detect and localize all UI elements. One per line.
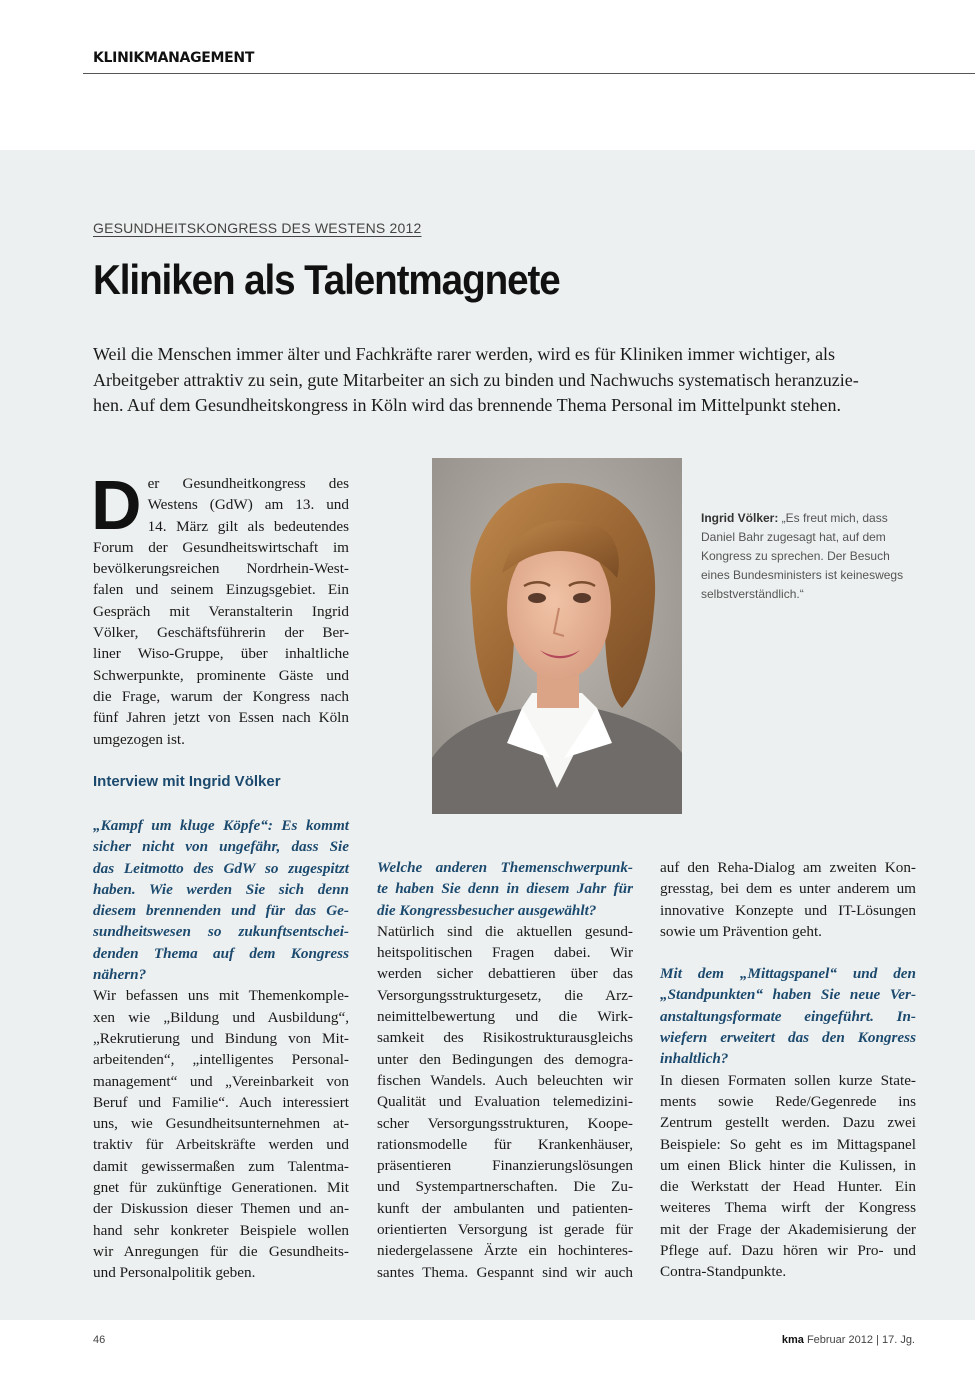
page-number: 46 <box>93 1334 106 1346</box>
drop-cap: D <box>91 466 142 544</box>
text-line: werden sicher debattieren über das <box>377 965 633 983</box>
text-line: liner Wiso-Gruppe, über inhaltliche <box>93 645 349 663</box>
interview-answer <box>93 985 349 1283</box>
text-line: Welche anderen Themenschwerpunk- <box>377 859 633 876</box>
text-line: diesem brennenden und für das Ge- <box>93 902 349 920</box>
text-line: Pflege auf. Dazu hören wir Pro- und <box>660 1242 916 1260</box>
text-line: gnet für zukünftige Generationen. Mit <box>93 1179 349 1197</box>
text-line: unter den Bedingungen des demogra- <box>377 1050 633 1068</box>
publication-info <box>782 1334 915 1346</box>
text-line: sowie um Prävention geht. <box>660 922 822 940</box>
text-line: falen und seinem Einzugsgebiet. Ein <box>93 581 349 599</box>
text-line: kunft der ambulanten und patienten- <box>377 1199 633 1217</box>
text-line: samkeit des Risikostrukturausgleichs <box>377 1029 633 1047</box>
interview-question <box>660 963 916 1069</box>
text-line: uns, wie Gesundheitsunternehmen at- <box>93 1115 349 1133</box>
text-line: Gespräch mit Veranstalterin Ingrid <box>93 602 349 620</box>
text-line: inhaltlich? <box>660 1050 729 1068</box>
caption-line: Kongress zu sprechen. Der Besuch <box>701 549 890 563</box>
text-line: Wir befassen uns mit Themenkomple- <box>93 987 349 1005</box>
lead-line: Arbeitgeber attraktiv zu sein, gute Mitarbeiter an sich zu binden und Nachwuchs systematisch heranzuzie- <box>93 369 859 390</box>
text-line: Mit dem „Mittagspanel“ und den <box>660 965 916 983</box>
interview-column-3 <box>660 857 916 1283</box>
text-line: umgezogen ist. <box>93 730 185 748</box>
text-line: fischen Wandels. Auch beleuchten wir <box>377 1071 633 1089</box>
text-line: te haben Sie denn in diesem Jahr für <box>377 880 633 898</box>
text-line: Beispiele: So geht es im Mittagspanel <box>660 1135 916 1153</box>
text-line: das Leitmotto des GdW so zugespitzt <box>93 859 349 877</box>
text-line: sicher nicht von ungefähr, dass Sie <box>93 838 349 856</box>
volume: 17. Jg. <box>881 1334 915 1346</box>
text-line: die Werkstatt der Head Hunter. Ein <box>660 1178 916 1196</box>
caption-line: eines Bundesministers ist keineswegs <box>701 568 904 582</box>
portrait-photo <box>432 458 682 814</box>
text-line: santes Thema. Gespannt sind wir auch <box>377 1263 633 1281</box>
article-title: Kliniken als Talentmagnete <box>93 256 560 303</box>
text-line: management“ und „Vereinbarkeit von <box>93 1072 349 1090</box>
interview-answer <box>377 921 633 1283</box>
text-line: bevölkerungsreichen Nordrhein-West- <box>93 560 349 578</box>
caption-name: Ingrid Völker: <box>701 511 779 525</box>
text-line: scher Versorgungsstrukturen, Koope- <box>377 1114 633 1132</box>
text-line: Schwerpunkte, prominente Gäste und <box>93 666 349 684</box>
text-line: Contra-Standpunkte. <box>660 1263 787 1281</box>
text-line: Qualität und Evaluation telemedizini- <box>377 1093 633 1111</box>
text-line: Zentrum gestellt werden. Dazu zwei <box>660 1114 916 1132</box>
text-line: Völker, Geschäftsführerin der Ber- <box>93 624 349 642</box>
section-label: KLINIKMANAGEMENT <box>93 50 255 66</box>
text-line: orientierten Versorgung ist gerade für <box>377 1221 633 1239</box>
text-line: nähern? <box>93 966 147 984</box>
text-line: traktiv für Arbeitskräfte werden und <box>93 1136 349 1154</box>
text-line: innovative Konzepte und IT-Lösungen <box>660 901 916 919</box>
text-line: der Diskussion dieser Themen und an- <box>93 1200 349 1218</box>
interview-answer <box>660 1070 916 1283</box>
header-divider <box>83 73 975 74</box>
text-line: niedergelassene Ärzte ein hochinteres- <box>377 1242 633 1260</box>
text-line: wir Anregungen für die Gesundheits- <box>93 1242 349 1260</box>
text-line: rationsmodelle für Krankenhäuser, <box>377 1135 633 1153</box>
text-line: auf den Reha-Dialog am zweiten Kon- <box>660 859 916 876</box>
interview-column-2 <box>377 857 633 1283</box>
text-line: neimittelbewertung und die Wirk- <box>377 1008 633 1026</box>
text-line: weiteres Thema wirft der Kongress <box>660 1199 916 1217</box>
text-line: anstaltungsformate eingeführt. In- <box>660 1007 916 1025</box>
text-line: Beruf und Familie“. Auch interessiert <box>93 1093 349 1111</box>
portrait-illustration <box>432 458 682 814</box>
text-line: wiefern erweitert das den Kongress <box>660 1029 916 1047</box>
text-line: Natürlich sind die aktuellen gesund- <box>377 922 633 940</box>
text-line: um einen Blick hinter die Kulissen, in <box>660 1156 916 1174</box>
text-line: „Standpunkten“ haben Sie neue Ver- <box>660 986 916 1004</box>
interview-question <box>93 815 349 985</box>
text-line: er Gesundheitkongress des <box>147 475 349 492</box>
intro-paragraph <box>91 466 349 750</box>
text-line: und Systempartnerschaften. Die Zu- <box>377 1178 633 1196</box>
text-line: sundheitswesen so zukunftsentschei- <box>93 923 349 941</box>
article-kicker: GESUNDHEITSKONGRESS DES WESTENS 2012 <box>93 220 422 236</box>
text-line: In diesen Formaten sollen kurze State- <box>660 1071 916 1089</box>
magazine-name: kma <box>781 1334 804 1346</box>
interview-column-1 <box>93 815 349 1284</box>
text-line: die Kongressbesucher ausgewählt? <box>377 901 597 919</box>
interview-question <box>377 857 633 921</box>
text-line: Westens (GdW) am 13. und <box>147 496 349 514</box>
text-line: denden Thema auf dem Kongress <box>93 944 349 962</box>
text-line: damit gewissermaßen zum Talentma- <box>93 1157 349 1175</box>
caption-text: „Es freut mich, dass <box>778 511 888 525</box>
lead-line: hen. Auf dem Gesundheitskongress in Köln wird das brennende Thema Personal im Mittelpunkt stehen. <box>93 395 842 415</box>
article-lead <box>93 342 923 419</box>
text-line: mit der Frage der Akademisierung der <box>660 1220 916 1238</box>
caption-line: selbstverständlich.“ <box>701 587 804 601</box>
text-line: 14. März gilt als bedeutendes <box>147 517 349 535</box>
issue-date: Februar 2012 <box>806 1334 873 1346</box>
footer-separator: | <box>876 1334 879 1346</box>
text-line: hand sehr konkreter Beispiele wollen <box>93 1221 349 1239</box>
caption-line: Daniel Bahr zugesagt hat, auf dem <box>701 530 886 544</box>
text-line: Versorgungsstrukturgesetz, die Arz- <box>377 986 633 1004</box>
text-line: fünf Jahren jetzt von Essen nach Köln <box>93 709 349 727</box>
text-line: präsentieren Finanzierungslösungen <box>377 1157 633 1175</box>
text-line: „Rekrutierung und Bindung von Mit- <box>93 1029 349 1047</box>
text-line: Forum der Gesundheitswirtschaft im <box>93 538 349 556</box>
text-line: und Personalpolitik geben. <box>93 1264 256 1282</box>
caption-line <box>701 509 921 528</box>
text-line: haben. Wie werden Sie sich denn <box>93 880 349 898</box>
text-line: heitspolitischen Fragen dabei. Wir <box>377 944 633 962</box>
lead-line: Weil die Menschen immer älter und Fachkräfte rarer werden, wird es für Kliniken immer wichtiger, als <box>93 344 836 364</box>
text-line: xen wie „Bildung und Ausbildung“, <box>93 1008 349 1026</box>
interview-answer <box>660 857 916 942</box>
text-line: gresstag, bei dem es unter anderem um <box>660 880 916 898</box>
text-line: arbeitenden“, „intelligentes Personal- <box>93 1051 349 1069</box>
text-line: die Frage, warum der Kongress nach <box>93 687 349 705</box>
text-line: ments sowie Rede/Gegenrede ins <box>660 1092 916 1110</box>
interview-heading: Interview mit Ingrid Völker <box>93 773 281 790</box>
photo-caption <box>701 509 921 604</box>
text-line: „Kampf um kluge Köpfe“: Es kommt <box>93 817 349 834</box>
